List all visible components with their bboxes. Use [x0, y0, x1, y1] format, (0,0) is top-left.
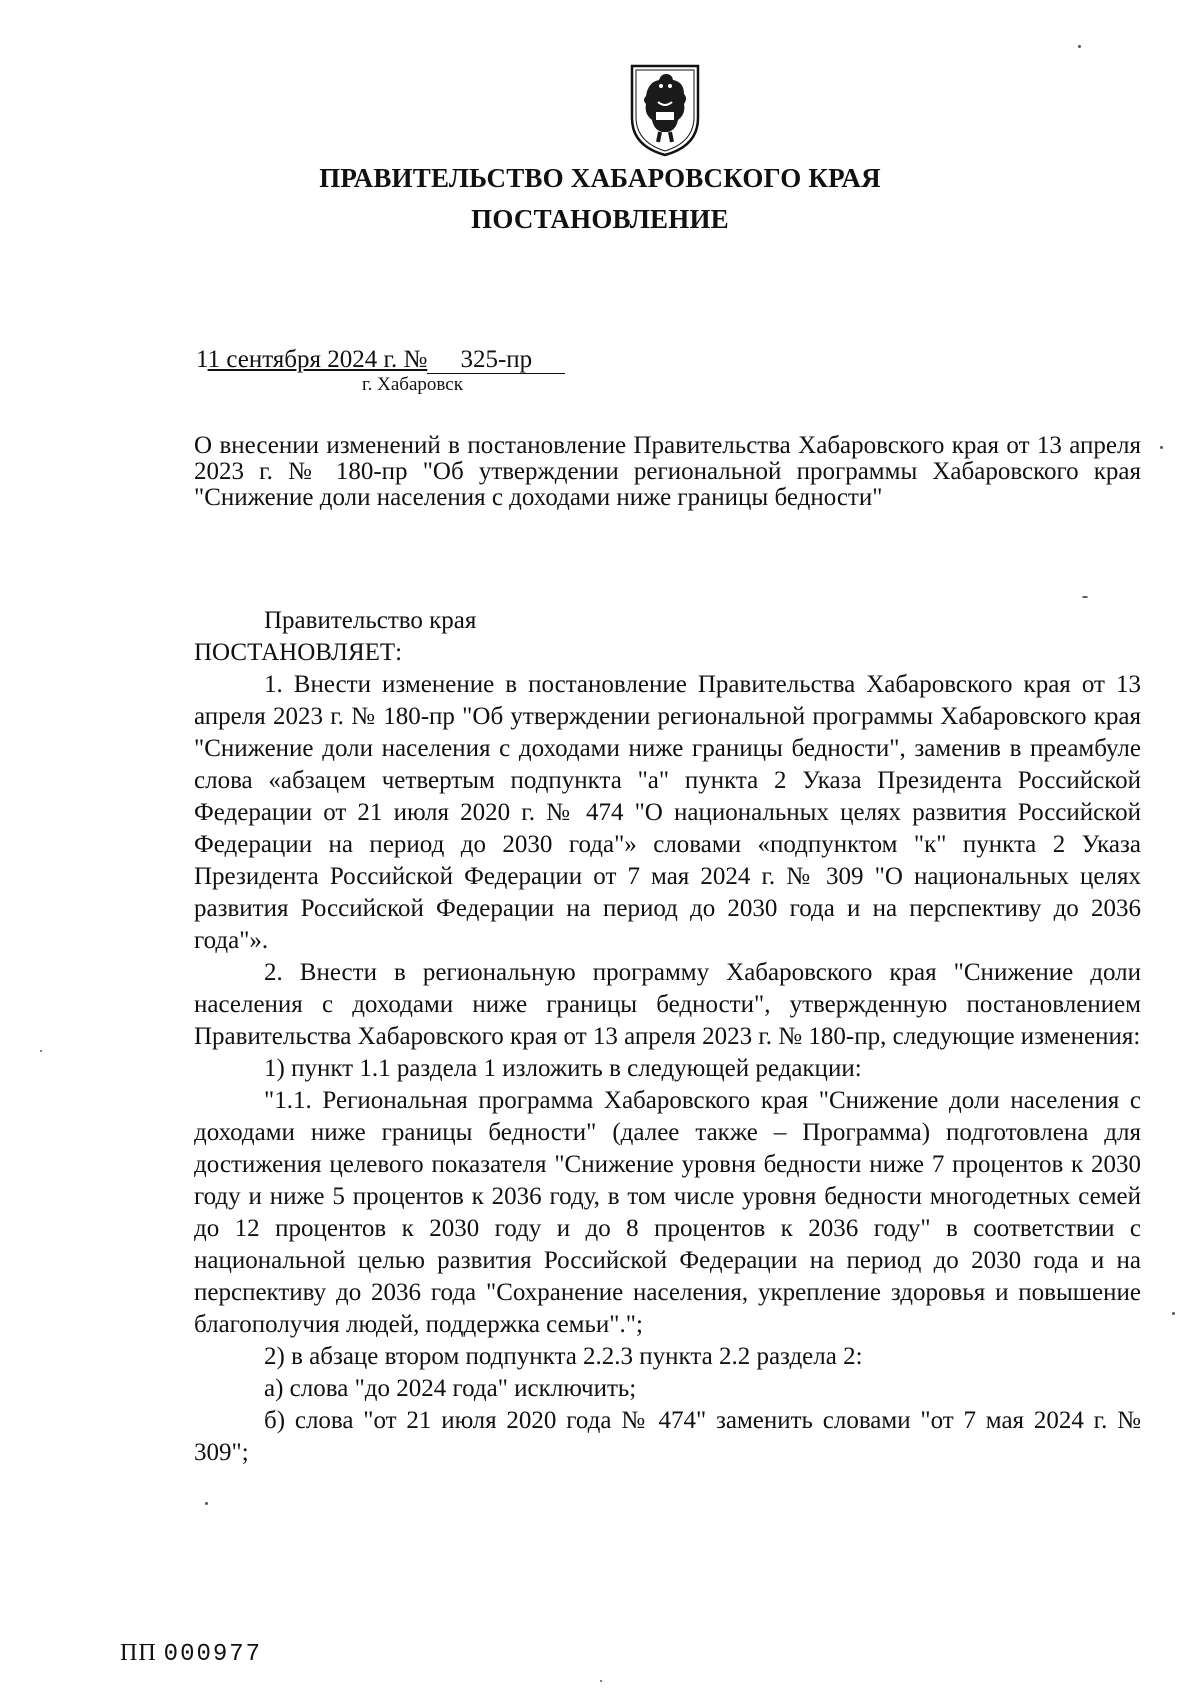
document-body — [194, 605, 1141, 1469]
date-number-line — [196, 346, 565, 374]
paragraph-quoted-1-1: "1.1. Региональная программа Хабаровского края "Снижение доли населения с доходами ниже границы бедности" (далее также – Программа) подготовлена для достижения целевого показателя "Снижение уровня бедности ниже 7 процентов к 2030 году и ниже 5 процентов к 2036 году, в том числе уровня бедности многодетных семей до 12 процентов к 2030 году и до 8 процентов к 2036 году" в соответствии с национальной целью развития Российской Федерации на период до 2030 года и на перспективу до 2036 года "Сохранение населения, укрепление здоровья и повышение благополучия людей, поддержка семьи"."; — [194, 1087, 1141, 1338]
resolves-heading: ПОСТАНОВЛЯЕТ: — [194, 639, 403, 666]
document-subject: О внесении изменений в постановление Правительства Хабаровского края от 13 апреля 2023 г. № 180-пр "Об утверждении региональной программы Хабаровского края "Снижение доли населения с доходами ниже границы бедности" — [194, 432, 1141, 511]
scan-speck — [1082, 596, 1088, 598]
document-type-title: ПОСТАНОВЛЕНИЕ — [471, 204, 729, 234]
paragraph-subitem-1: 1) пункт 1.1 раздела 1 изложить в следующей редакции: — [264, 1055, 862, 1082]
scan-speck — [600, 1680, 602, 1682]
scan-speck — [1078, 45, 1081, 48]
document-date: 1 сентября 2024 г. № — [207, 346, 428, 373]
document-number: 325-пр — [427, 347, 565, 374]
paragraph-subitem-b: б) слова "от 21 июля 2020 года № 474" заменить словами "от 7 мая 2024 г. № 309"; — [194, 1407, 1141, 1466]
preamble-text: Правительство края — [264, 607, 477, 634]
scan-speck — [205, 1502, 208, 1505]
paragraph-subitem-a: а) слова "до 2024 года" исключить; — [264, 1375, 637, 1402]
organization-title: ПРАВИТЕЛЬСТВО ХАБАРОВСКОГО КРАЯ — [319, 163, 881, 193]
scan-speck — [1160, 446, 1163, 449]
date-day-prefix: 1 — [196, 346, 208, 373]
scan-speck — [1172, 1312, 1175, 1315]
form-serial-number — [120, 1640, 262, 1668]
paragraph-item-1: 1. Внести изменение в постановление Правительства Хабаровского края от 13 апреля 2023 г. № 180-пр "Об утверждении региональной программы Хабаровского края "Снижение доли населения с доходами ниже границы бедности", заменив в преамбуле слова «абзацем четвертым подпункта "а" пункта 2 Указа Президента Российской Федерации от 21 июля 2020 г. № 474 "О национальных целях развития Российской Федерации на период до 2030 года"» словами «подпунктом "к" пункта 2 Указа Президента Российской Федерации от 7 мая 2024 г. № 309 "О национальных целях развития Российской Федерации на период до 2030 года и на перспективу до 2036 года"». — [194, 671, 1141, 954]
paragraph-item-2: 2. Внести в региональную программу Хабаровского края "Снижение доли населения с доходами ниже границы бедности", утвержденную постановлением Правительства Хабаровского края от 13 апреля 2023 г. № 180-пр, следующие изменения: — [194, 959, 1141, 1050]
scan-speck — [40, 1050, 42, 1052]
coat-of-arms-icon — [626, 62, 704, 158]
paragraph-subitem-2: 2) в абзаце втором подпункта 2.2.3 пункта 2.2 раздела 2: — [264, 1343, 863, 1370]
document-city: г. Хабаровск — [362, 374, 463, 395]
form-number: 000977 — [163, 1641, 263, 1668]
form-series: ПП — [120, 1640, 157, 1666]
